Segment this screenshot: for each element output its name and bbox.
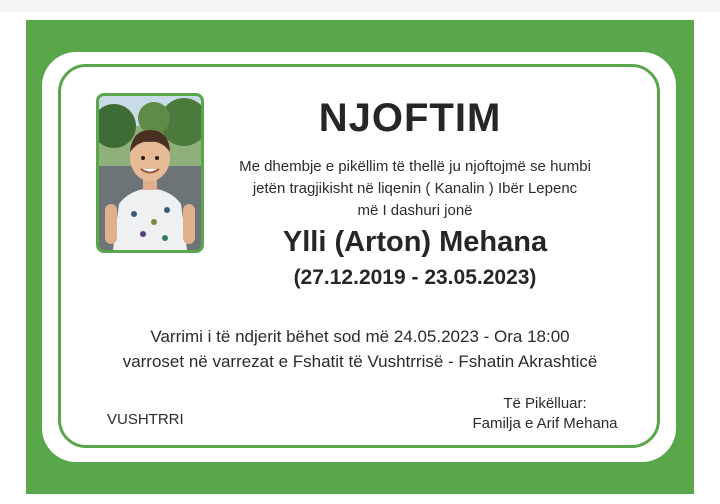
place-name: VUSHTRRI: [107, 411, 184, 428]
burial-info: [100, 324, 620, 374]
life-dates: (27.12.2019 - 23.05.2023): [293, 266, 537, 289]
message-line: jetën tragjikisht në liqenin ( Kanalin ) Ibër Lepenc: [252, 180, 578, 197]
portrait-photo: [96, 93, 204, 253]
message-line: Me dhembje e pikëllim të thellë ju njoftojmë se humbi: [239, 158, 591, 175]
top-edge: [0, 0, 720, 12]
notice-title: NJOFTIM: [318, 96, 502, 140]
notice-message: [200, 156, 630, 222]
mourners-name: Familja e Arif Mehana: [472, 415, 618, 432]
mourners-block: [440, 394, 650, 434]
deceased-name: Ylli (Arton) Mehana: [282, 226, 548, 258]
mourners-label: Të Pikëlluar:: [503, 395, 587, 412]
burial-line: varroset në varrezat e Fshatit të Vushtrrisë - Fshatin Akrashticë: [122, 352, 598, 371]
message-line: më I dashuri jonë: [357, 202, 473, 219]
burial-line: Varrimi i të ndjerit bëhet sod më 24.05.2023 - Ora 18:00: [150, 327, 570, 346]
